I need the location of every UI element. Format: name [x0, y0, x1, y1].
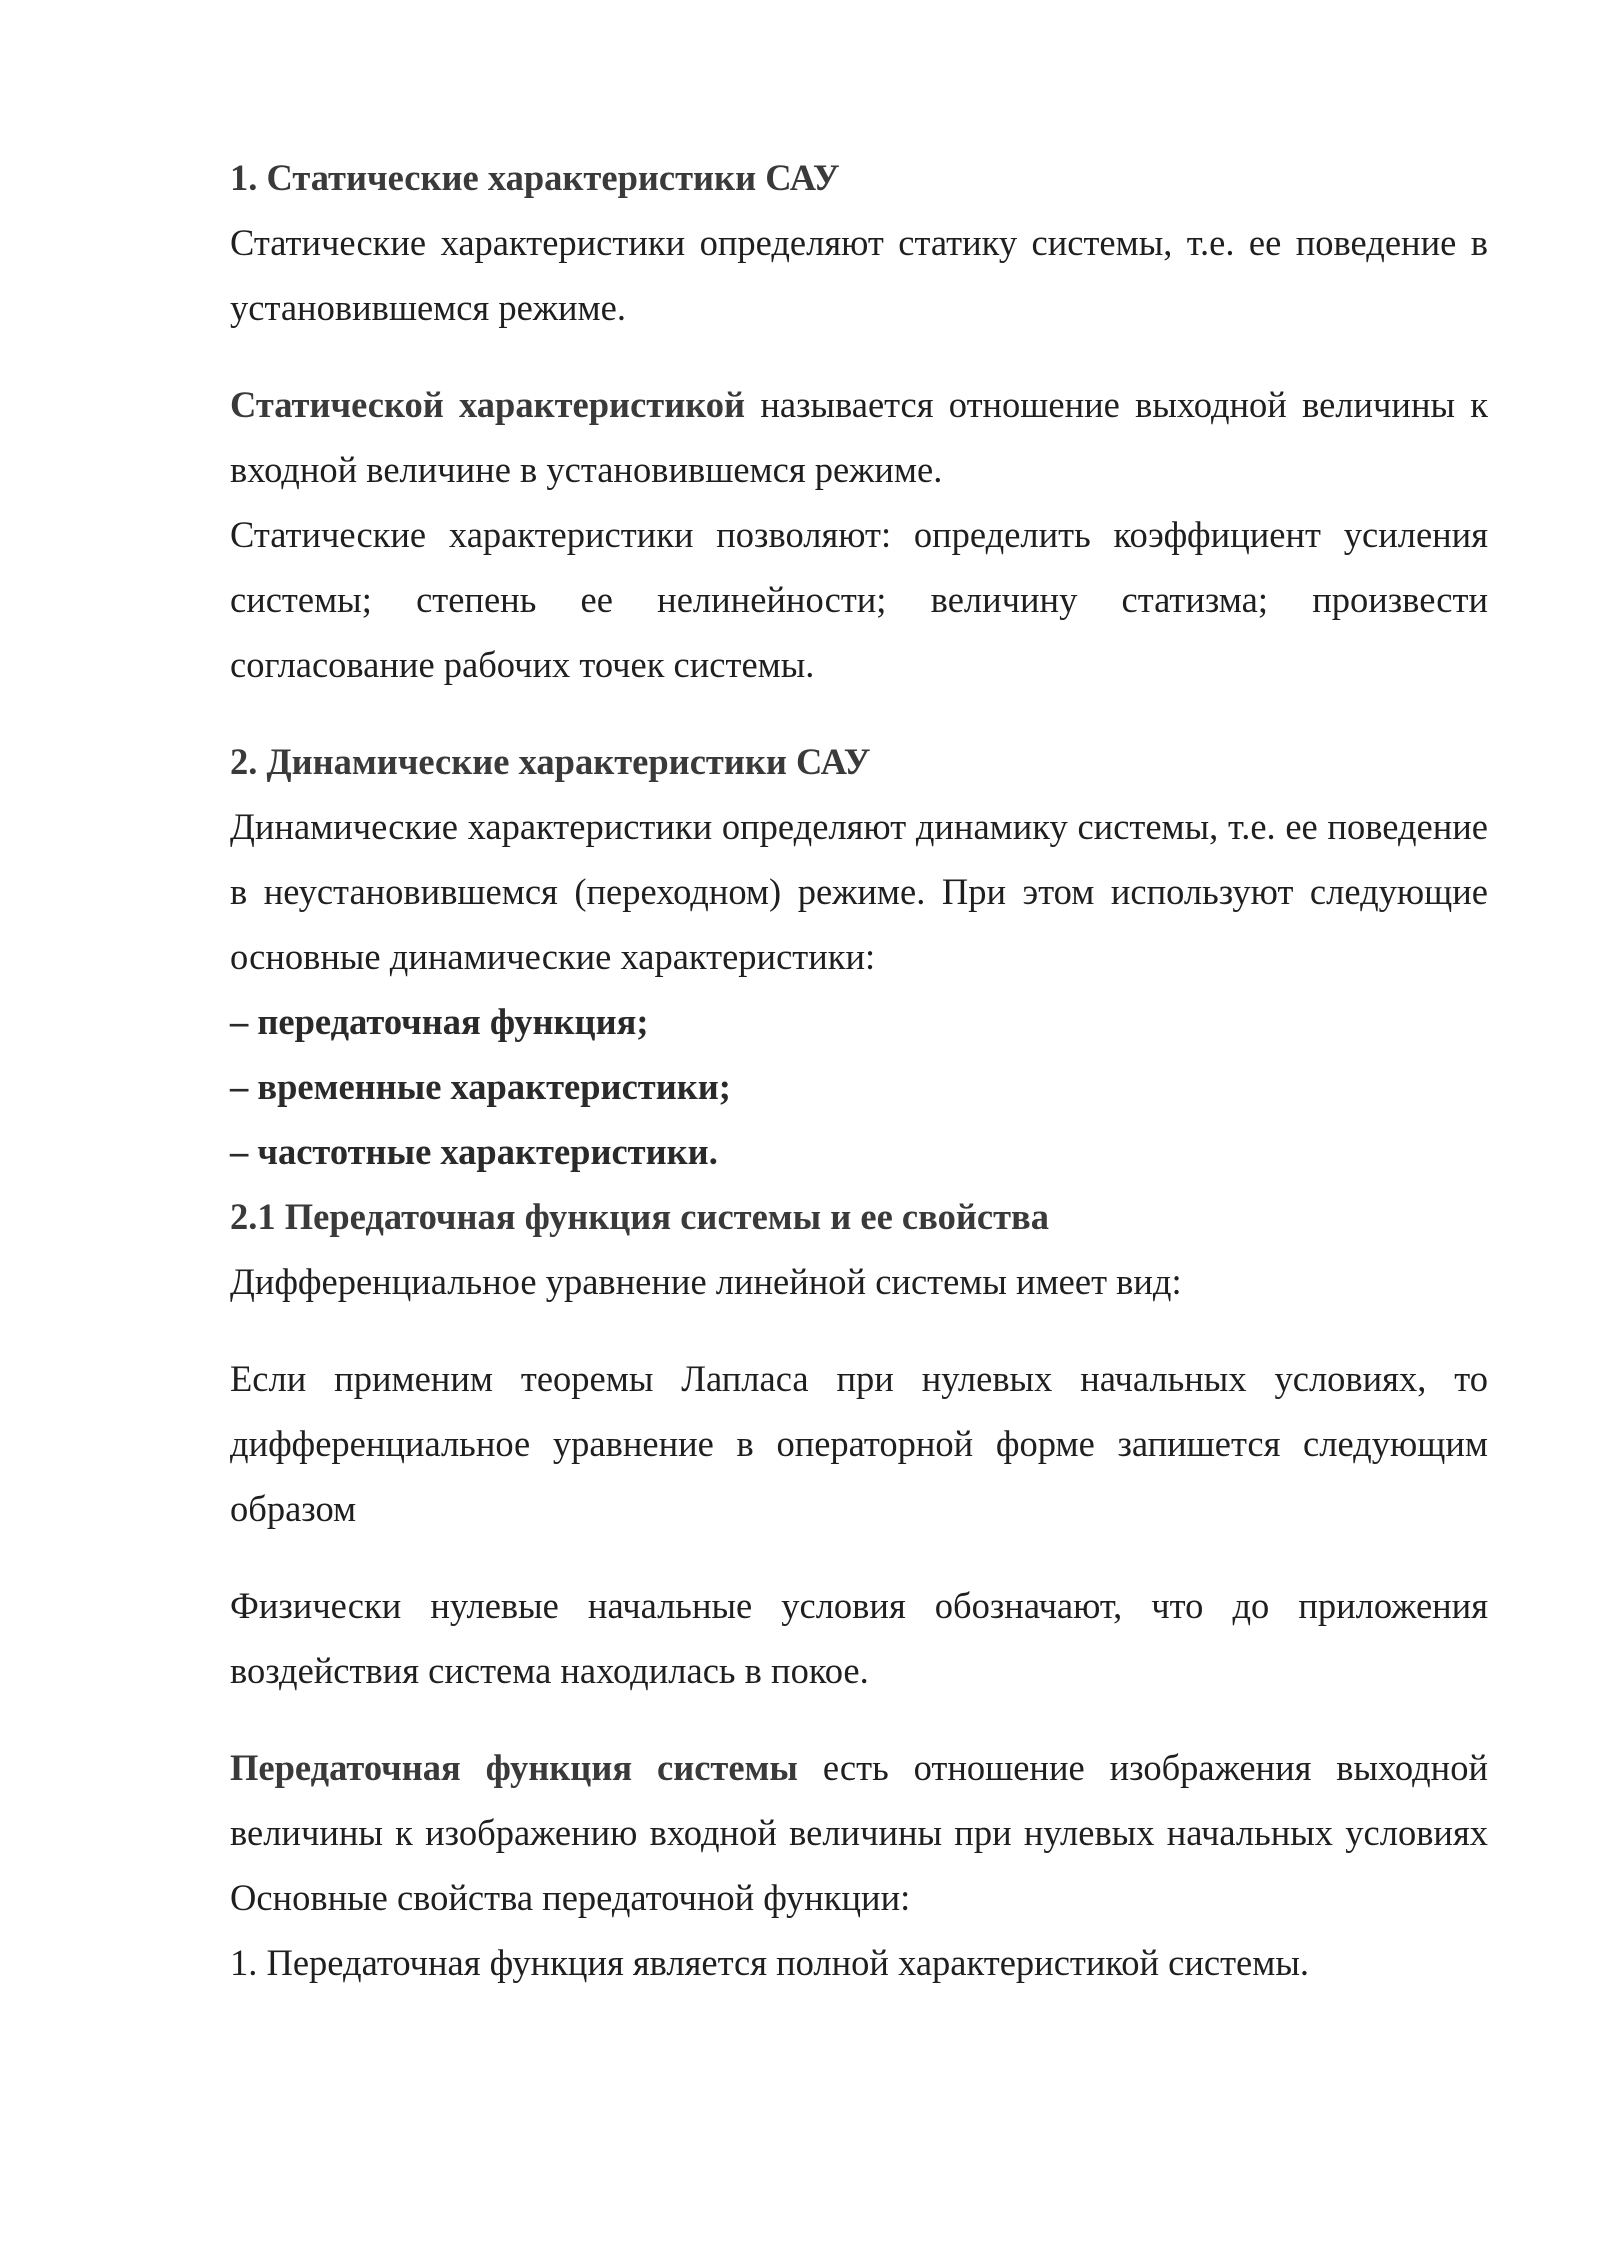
- transfer-function-definition: есть отношение изображения выходной величины к изображению входной величины при нулевых начальных условиях Основные свойства передаточной функции:: [230, 1747, 1488, 1918]
- static-characteristic-definition: называется отношение выходной величины к входной величине в установившемся режиме.: [230, 384, 1488, 490]
- section-1-paragraph-3: Статические характеристики позволяют: определить коэффициент усиления системы; степень ее нелинейности; величину статизма; произвести согласование рабочих точек системы.: [230, 514, 1488, 685]
- section-1-paragraph-2: [230, 372, 1488, 502]
- section-2-1-heading: 2.1 Передаточная функция системы и ее свойства: [230, 1196, 1049, 1237]
- static-characteristic-term: Статической характеристикой: [230, 384, 746, 425]
- transfer-function-term: Передаточная функция системы: [230, 1747, 798, 1788]
- section-2-paragraph-1: Динамические характеристики определяют динамику системы, т.е. ее поведение в неустановившемся (переходном) режиме. При этом используют следующие основные динамические характеристики:: [230, 806, 1488, 977]
- section-2-1-paragraph-5: 1. Передаточная функция является полной характеристикой системы.: [230, 1942, 1309, 1983]
- list-item-transfer-function: – передаточная функция;: [230, 1001, 649, 1042]
- section-2-1-paragraph-2: Если применим теоремы Лапласа при нулевых начальных условиях, то дифференциальное уравнение в операторной форме запишется следующим образом: [230, 1358, 1488, 1529]
- section-1-paragraph-1: Статические характеристики определяют статику системы, т.е. ее поведение в установившемся режиме.: [230, 222, 1488, 328]
- document-page: [230, 145, 1488, 1995]
- section-2-1-paragraph-1: Дифференциальное уравнение линейной системы имеет вид:: [230, 1261, 1182, 1302]
- section-2-1-paragraph-4: [230, 1735, 1488, 1930]
- section-2-heading: 2. Динамические характеристики САУ: [230, 741, 871, 782]
- list-item-frequency-characteristics: – частотные характеристики.: [230, 1131, 718, 1172]
- section-1-heading: 1. Статические характеристики САУ: [230, 157, 840, 198]
- list-item-time-characteristics: – временные характеристики;: [230, 1066, 731, 1107]
- section-2-1-paragraph-3: Физически нулевые начальные условия обозначают, что до приложения воздействия система находилась в покое.: [230, 1585, 1488, 1691]
